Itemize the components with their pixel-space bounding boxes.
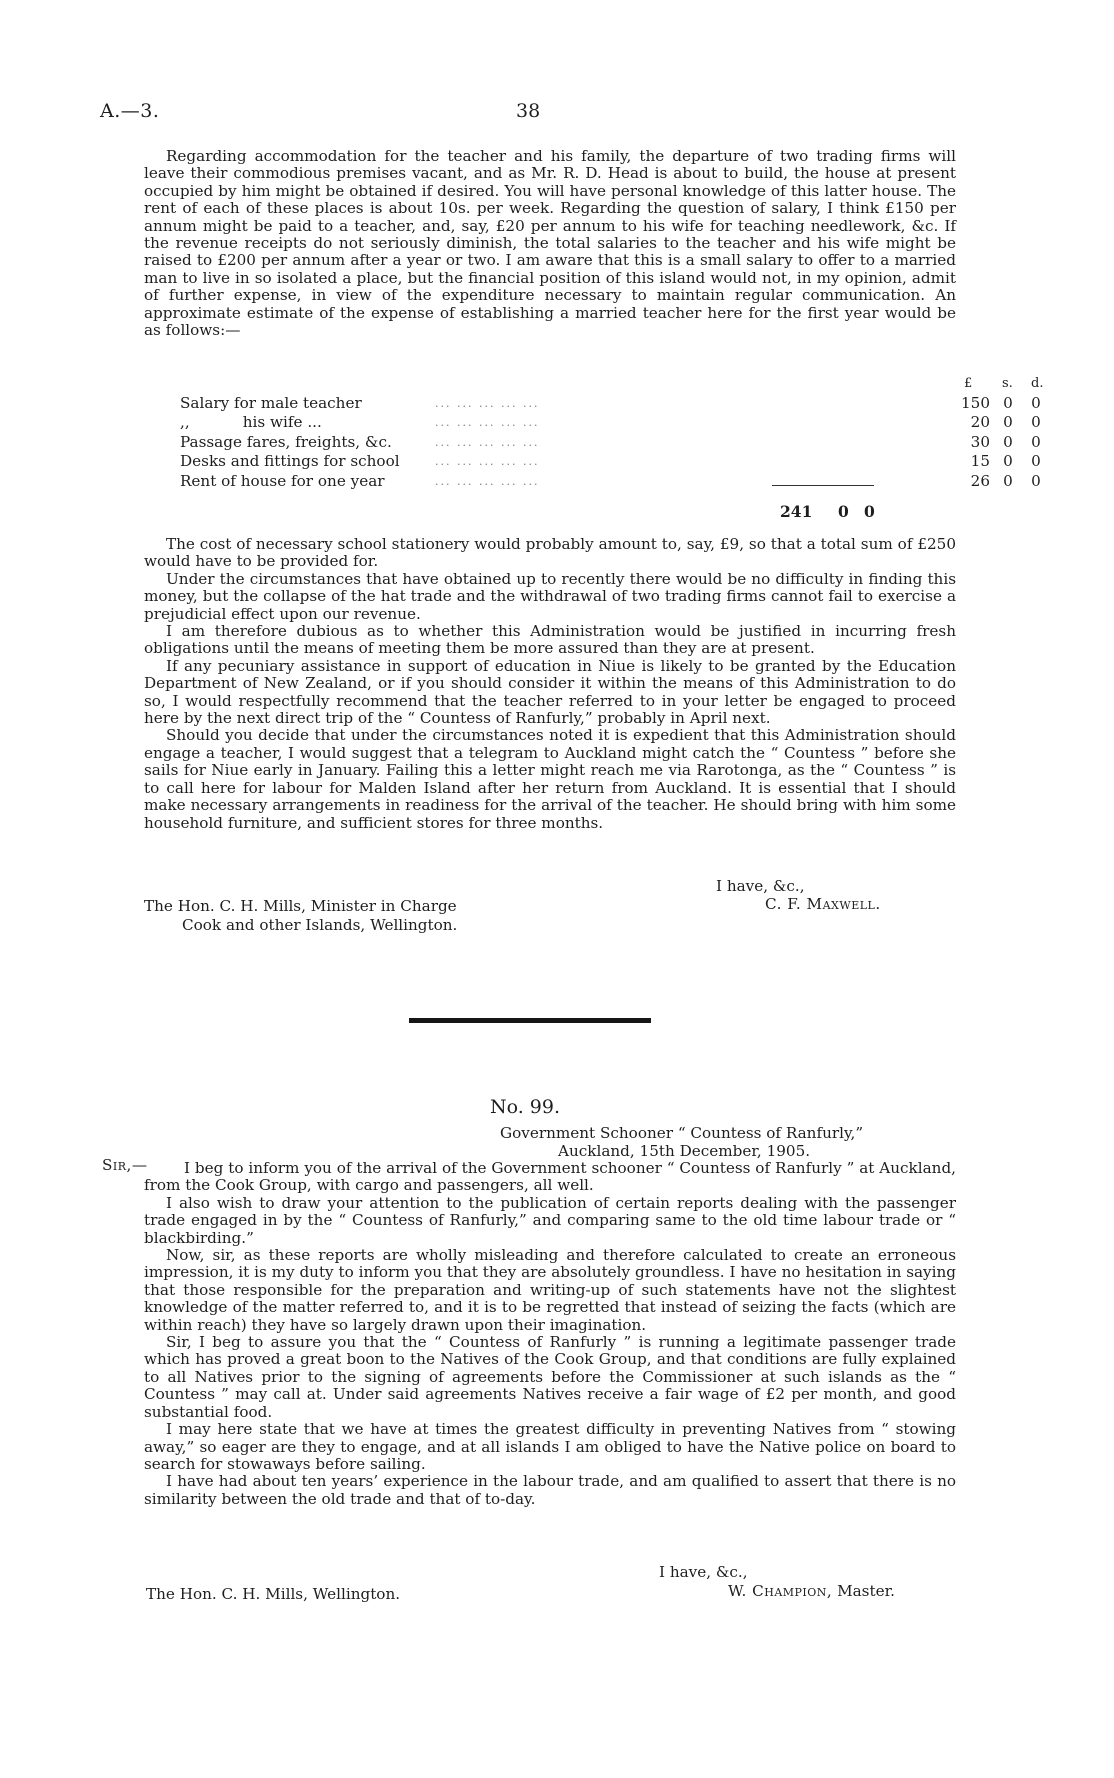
letter-body-part2 xyxy=(144,536,956,832)
paragraph: I have had about ten years’ experience in the labour trade, and am qualified to assert that there is no similarity between the old trade and that of to-day. xyxy=(144,1472,956,1508)
shillings-value: 0 xyxy=(1003,394,1013,412)
pence-value: 0 xyxy=(1031,471,1041,490)
table-row xyxy=(180,471,1041,491)
paragraph: Regarding accommodation for the teacher and his family, the departure of two trading firms will leave their commodious premises vacant, and as Mr. R. D. Head is about to build, the house at present occupied by him might be obtained if desired. You will have personal knowledge of this latter house. The rent of each of these places is about 10s. per week. Regarding the question of salary, I think £150 per annum might be paid to a teacher, and, say, £20 per annum to his wife for teaching needlework, &c. If the revenue receipts do not seriously diminish, the total salaries to the teacher and his wife might be raised to £200 per annum after a year or two. I am aware that this is a small salary to offer to a married man to live in so isolated a place, but the financial position of this island would not, in my opinion, admit of further expense, in view of the expenditure necessary to maintain regular communication. An approximate estimate of the expense of establishing a married teacher here for the first year would be as follows:— xyxy=(144,147,956,340)
shillings-value: 0 xyxy=(1003,452,1013,471)
total-pounds: 241 xyxy=(780,502,813,521)
pounds-value: 20 xyxy=(970,413,990,432)
leader-dots: ... ... ... ... ... xyxy=(435,416,540,430)
document-reference: A.—3. xyxy=(100,100,160,122)
paragraph: If any pecuniary assistance in support of education in Niue is likely to be granted by the Education Department of New Zealand, or if you should consider it within the means of this Administration to do so, I would respectfully recommend that the teacher referred to in your letter be engaged to proceed here by the next direct trip of the “ Countess of Ranfurly,” probably in April next. xyxy=(144,656,956,728)
pounds-value: 26 xyxy=(970,471,990,490)
signature xyxy=(728,1582,895,1600)
sender-address: Government Schooner “ Countess of Ranfurly,” xyxy=(500,1124,864,1142)
estimate-table xyxy=(180,376,1044,491)
paragraph: The cost of necessary school stationery would probably amount to, say, £9, so that a total sum of £250 would have to be provided for. xyxy=(144,535,956,571)
row-label: Passage fares, freights, &c. xyxy=(180,432,392,451)
total-pence: 0 xyxy=(864,502,875,521)
total-shillings: 0 xyxy=(838,502,849,521)
estimate-table-header xyxy=(180,376,1044,394)
row-label: Desks and fittings for school xyxy=(180,452,400,471)
addressee-line: Cook and other Islands, Wellington. xyxy=(182,916,458,934)
pence-value: 0 xyxy=(1031,394,1041,412)
paragraph: Now, sir, as these reports are wholly misleading and therefore calculated to create an erroneous impression, it is my duty to inform you that they are absolutely groundless. I have no hesitation in saying that those responsible for the preparation and writing-up of such statements have not the slightest knowledge of the matter referred to, and it is to be regretted that instead of seizing the facts (which are within reach) they have so largely drawn upon their imagination. xyxy=(144,1246,956,1334)
shillings-value: 0 xyxy=(1003,413,1013,432)
row-label: Rent of house for one year xyxy=(180,471,385,490)
pence-value: 0 xyxy=(1031,452,1041,471)
closing: I have, &c., xyxy=(716,877,805,895)
row-label: Salary for male teacher xyxy=(180,394,362,412)
paragraph: I may here state that we have at times the greatest difficulty in preventing Natives from “ stowing away,” so eager are they to engage, and at all islands I am obliged to have the Native police on board to search for stowaways before sailing. xyxy=(144,1420,956,1473)
pounds-value: 30 xyxy=(970,432,990,451)
table-row xyxy=(180,394,1041,413)
column-header-pounds: £ xyxy=(964,376,973,391)
salutation: Sir,— xyxy=(102,1156,148,1174)
paragraph: I am therefore dubious as to whether this Administration would be justified in incurring fresh obligations until the means of meeting them be more assured than they are at present. xyxy=(144,622,956,658)
page-number: 38 xyxy=(516,100,541,122)
paragraph: Under the circumstances that have obtained up to recently there would be no difficulty in finding this money, but the collapse of the hat trade and the withdrawal of two trading firms cannot fail to exercise a prejudicial effect upon our revenue. xyxy=(144,569,956,623)
pounds-value: 150 xyxy=(961,394,990,412)
letter-body-part1 xyxy=(144,148,956,339)
signature-title: Master. xyxy=(837,1582,895,1600)
signature-name: W. Champion, xyxy=(728,1582,833,1600)
pounds-value: 15 xyxy=(970,452,990,471)
leader-dots: ... ... ... ... ... xyxy=(435,474,540,488)
column-header-pence: d. xyxy=(1031,376,1044,391)
leader-dots: ... ... ... ... ... xyxy=(435,435,540,449)
document-number: No. 99. xyxy=(490,1096,561,1118)
closing: I have, &c., xyxy=(659,1563,748,1581)
section-divider xyxy=(409,1018,651,1023)
shillings-value: 0 xyxy=(1003,432,1013,451)
letter-body xyxy=(144,1160,956,1508)
signature: C. F. Maxwell. xyxy=(765,895,881,913)
table-row xyxy=(180,452,1041,471)
paragraph: I also wish to draw your attention to the publication of certain reports dealing with the passenger trade engaged in by the “ Countess of Ranfurly,” and comparing same to the old time labour trade or “ blackbirding.” xyxy=(144,1193,956,1247)
letter-date: Auckland, 15th December, 1905. xyxy=(558,1142,811,1160)
leader-dots: ... ... ... ... ... xyxy=(435,455,540,469)
addressee: The Hon. C. H. Mills, Wellington. xyxy=(146,1585,401,1603)
shillings-value: 0 xyxy=(1003,471,1013,490)
addressee-line: The Hon. C. H. Mills, Minister in Charge xyxy=(144,897,457,915)
paragraph: Should you decide that under the circumstances noted it is expedient that this Administration should engage a teacher, I would suggest that a telegram to Auckland might catch the “ Countess ” before she sails for Niue early in January. Failing this a letter might reach me via Rarotonga, as the “ Countess ” is to call here for labour for Malden Island after her return from Auckland. It is essential that I should make necessary arrangements in readiness for the arrival of the teacher. He should bring with him some household furniture, and sufficient stores for three months. xyxy=(144,726,956,832)
pence-value: 0 xyxy=(1031,413,1041,432)
leader-dots: ... ... ... ... ... xyxy=(435,397,540,410)
pence-value: 0 xyxy=(1031,432,1041,451)
row-label: ,, his wife ... xyxy=(180,413,322,432)
table-row xyxy=(180,413,1041,432)
paragraph: I beg to inform you of the arrival of the Government schooner “ Countess of Ranfurly ” at Auckland, from the Cook Group, with cargo and passengers, all well. xyxy=(144,1159,956,1195)
table-row xyxy=(180,432,1041,452)
paragraph: Sir, I beg to assure you that the “ Countess of Ranfurly ” is running a legitimate passenger trade which has proved a great boon to the Natives of the Cook Group, and that conditions are fully explained to all Natives prior to the signing of agreements before the Commissioner at such islands as the “ Countess ” may call at. Under said agreements Natives receive a fair wage of £2 per month, and good substantial food. xyxy=(144,1333,956,1421)
column-header-shillings: s. xyxy=(1002,376,1013,391)
sum-rule xyxy=(772,485,874,486)
